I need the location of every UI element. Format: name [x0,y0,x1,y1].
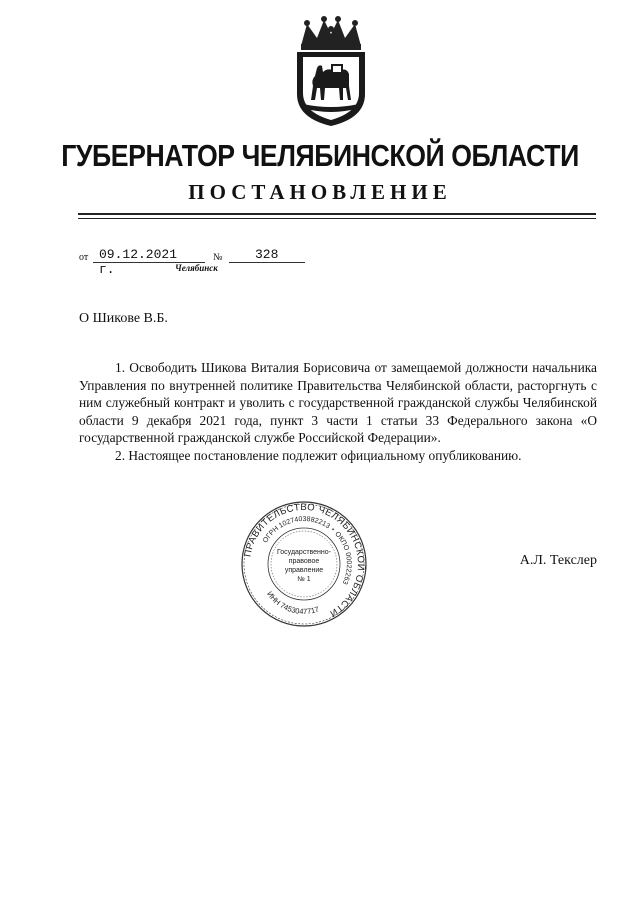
stamp-ogrn-text: ОГРН 1027403882213 ⋆ ОКПО 00022263 [262,515,353,586]
stamp-inn-text: ИНН 7453047717 [265,589,321,617]
document-body [79,359,597,464]
document-date: 09.12.2021 г. [99,247,178,277]
paragraph-1: 1. Освободить Шикова Виталия Борисовича от замещаемой должности начальника Управления по внутренней политике Правительства Челябинской области, расторгнуть с ним служебный контракт и уволить с государственной гражданской службы Челябинской области 9 декабря 2021 года, пункт 3 части 1 статьи 33 Федерального закона «О государственной гражданской службе Российской Федерации». [79,360,597,445]
crown-icon [301,16,361,50]
number-prefix: № [213,252,223,263]
document-subject: О Шикове В.Б. [79,311,168,326]
stamp-inner-line-4: № 1 [297,576,311,583]
signer-name: А.Л. Текслер [519,553,597,568]
header-divider-thick [78,213,596,215]
date-prefix: от [79,252,89,263]
document-number: 328 [255,247,279,262]
shield-icon [297,52,365,126]
organization-title: ГУБЕРНАТОР ЧЕЛЯБИНСКОЙ ОБЛАСТИ [61,138,579,173]
header-divider-thin [78,218,596,219]
stamp-inner-line-3: управление [284,567,324,574]
official-stamp [240,500,368,628]
document-type-title: ПОСТАНОВЛЕНИЕ [188,180,452,204]
coat-of-arms-icon [287,16,375,128]
number-underline [229,262,305,263]
paragraph-2: 2. Настоящее постановление подлежит официальному опубликованию. [115,447,522,463]
stamp-outer-text: ПРАВИТЕЛЬСТВО ЧЕЛЯБИНСКОЙ ОБЛАСТИ [242,501,367,619]
document-city: Челябинск [175,263,218,273]
stamp-inner-line-1: Государственно- [276,549,332,556]
stamp-inner-line-2: правовое [288,558,320,565]
svg-text:ИНН 7453047717 [265,590,320,617]
